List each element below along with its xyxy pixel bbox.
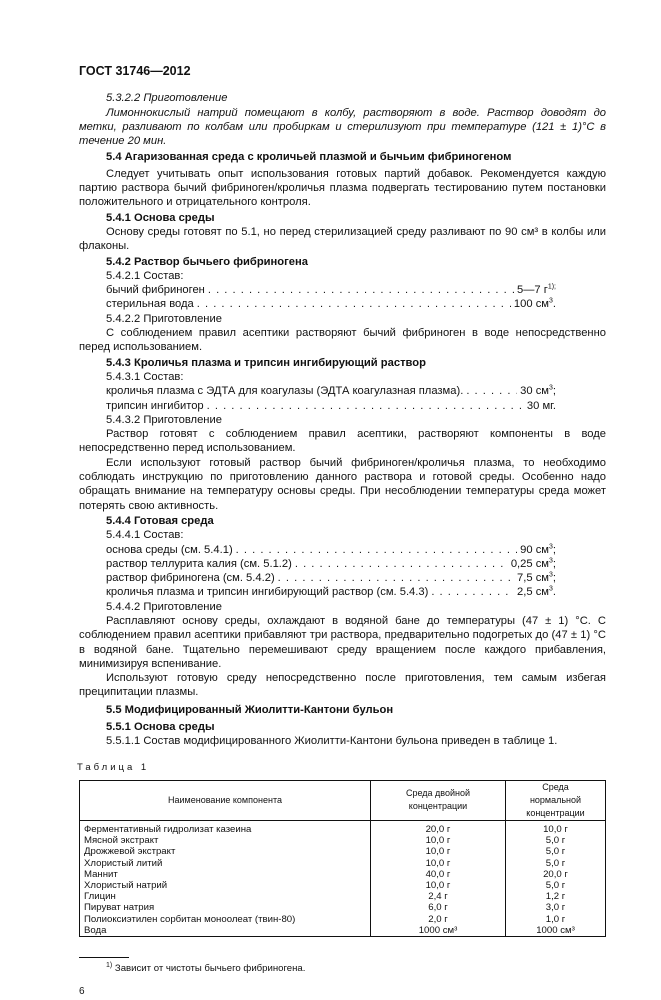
normal-concentration: 10,0 г bbox=[506, 820, 606, 835]
paragraph: Если используют готовый раствор бычий фибриноген/кроличья плазма, то необходимо соблюдать инструкцию по приготовлению данного раствора и готовой среды. Особенно надо обращать внимание на температуру основы среды. При несоблюдении температуры среда может потерять свою активность. bbox=[79, 456, 606, 512]
item-name: кроличья плазма и трипсин ингибирующий раствор (см. 5.4.3) bbox=[106, 586, 429, 599]
section-heading: 5.4.3 Кроличья плазма и трипсин ингибирующий раствор bbox=[106, 356, 426, 369]
item-value: 90 $см^3$; bbox=[520, 542, 556, 556]
double-concentration: 2,0 г bbox=[371, 914, 506, 925]
table-row bbox=[80, 846, 606, 857]
component-name: Хлористый литий bbox=[80, 858, 371, 869]
paragraph: Следует учитывать опыт использования готовых партий добавок. Рекомендуется каждую партию раствора бычий фибриноген/кроличья плазма подвергать тестированию путем постановки положительного и отрицательного контроля. bbox=[79, 167, 606, 209]
paragraph: Расплавляют основу среды, охлаждают в водяной бане до температуры (47 ± 1) °С. С соблюдением правил асептики прибавляют три раствора, предварительно подогретых до (47 ± 1) °С в водяной бане. Тщательно перемешивают среду вращением после каждого прибавления, минимизируя вспенивание. bbox=[79, 614, 606, 670]
paragraph: Основу среды готовят по 5.1, но перед стерилизацией среду разливают по 90 см³ в колбы или флаконы. bbox=[79, 225, 606, 253]
dot-leader bbox=[431, 585, 514, 599]
item-name: раствор теллурита калия (см. 5.1.2) bbox=[106, 557, 292, 570]
paragraph: Лимоннокислый натрий помещают в колбу, растворяют в воде. Раствор доводят до метки, разливают по колбам или пробиркам и стерилизуют при температуре (121 ± 1)°С в течение 20 мин. bbox=[79, 106, 606, 148]
composition-item bbox=[79, 384, 556, 398]
component-name: Дрожжевой экстракт bbox=[80, 846, 371, 857]
normal-concentration: 5,0 г bbox=[506, 846, 606, 857]
section-heading: 5.4.2 Раствор бычьего фибриногена bbox=[106, 255, 308, 268]
item-value: 7,5 $см^3$; bbox=[517, 571, 556, 585]
item-name: раствор фибриногена (см. 5.4.2) bbox=[106, 572, 275, 585]
table-row bbox=[80, 858, 606, 869]
component-name: Мясной экстракт bbox=[80, 835, 371, 846]
component-name: Вода bbox=[80, 925, 371, 937]
composition-item bbox=[79, 543, 556, 557]
dot-leader bbox=[295, 557, 508, 571]
double-concentration: 20,0 г bbox=[371, 820, 506, 835]
double-concentration: 10,0 г bbox=[371, 835, 506, 846]
section-title: 5.4.2.2 Приготовление bbox=[106, 312, 222, 325]
item-name: трипсин ингибитор bbox=[106, 399, 204, 412]
section-title: 5.4.4.1 Состав: bbox=[106, 529, 184, 542]
footnote: $^{1)}$ Зависит от чистоты бычьего фибриногена. bbox=[106, 961, 306, 974]
double-concentration: 40,0 г bbox=[371, 869, 506, 880]
section-title: 5.4.4.2 Приготовление bbox=[106, 600, 222, 613]
item-name: стерильная вода bbox=[106, 298, 194, 311]
composition-item bbox=[79, 283, 556, 297]
component-name: Хлористый натрий bbox=[80, 880, 371, 891]
section-title: 5.3.2.2 Приготовление bbox=[106, 92, 228, 105]
composition-list bbox=[79, 283, 606, 312]
double-concentration: 6,0 г bbox=[371, 902, 506, 913]
double-concentration: 2,4 г bbox=[371, 891, 506, 902]
footnote-divider bbox=[79, 957, 129, 958]
normal-concentration: 20,0 г bbox=[506, 869, 606, 880]
document-header: ГОСТ 31746—2012 bbox=[79, 64, 191, 78]
component-name: Полиоксиэтилен сорбитан моноолеат (твин-80) bbox=[80, 914, 371, 925]
composition-table bbox=[79, 780, 606, 937]
section-heading: 5.4.1 Основа среды bbox=[106, 211, 215, 224]
dot-leader bbox=[466, 384, 517, 398]
table-row bbox=[80, 925, 606, 937]
column-header: Среда двойной концентрации bbox=[371, 780, 506, 820]
item-value: 0,25 $см^3$; bbox=[510, 557, 556, 570]
double-concentration: 10,0 г bbox=[371, 880, 506, 891]
section-heading: 5.5 Модифицированный Жиолитти-Кантони бульон bbox=[106, 703, 394, 716]
composition-item bbox=[79, 585, 556, 599]
page-number: 6 bbox=[79, 986, 85, 998]
double-concentration: 1000 см³ bbox=[371, 925, 506, 937]
dot-leader bbox=[236, 543, 517, 557]
normal-concentration: 5,0 г bbox=[506, 880, 606, 891]
dot-leader bbox=[278, 571, 514, 585]
normal-concentration: 5,0 г bbox=[506, 858, 606, 869]
section-title: 5.4.3.2 Приготовление bbox=[106, 413, 222, 426]
dot-leader bbox=[208, 283, 514, 297]
column-header: Наименование компонента bbox=[80, 780, 371, 820]
table-row bbox=[80, 902, 606, 913]
table-row bbox=[80, 891, 606, 902]
section-title: 5.4.2.1 Состав: bbox=[106, 269, 184, 282]
composition-item bbox=[79, 297, 556, 311]
paragraph: С соблюдением правил асептики растворяют бычий фибриноген в воде непосредственно перед использованием. bbox=[79, 327, 606, 354]
component-name: Глицин bbox=[80, 891, 371, 902]
item-name: бычий фибриноген bbox=[106, 284, 205, 297]
item-name: основа среды (см. 5.4.1) bbox=[106, 543, 233, 556]
section-heading: 5.4.4 Готовая среда bbox=[106, 514, 214, 527]
double-concentration: 10,0 г bbox=[371, 846, 506, 857]
item-value: 30 мг. bbox=[526, 399, 556, 412]
dot-leader bbox=[207, 399, 524, 413]
composition-list bbox=[79, 384, 606, 413]
table-row bbox=[80, 914, 606, 925]
column-header: Среда нормальной концентрации bbox=[506, 780, 606, 820]
composition-item bbox=[79, 571, 556, 585]
normal-concentration: 3,0 г bbox=[506, 902, 606, 913]
item-value: 2,5 $см^3$. bbox=[517, 585, 556, 599]
item-value: 100 $см^3$. bbox=[513, 297, 556, 311]
table-row bbox=[80, 880, 606, 891]
section-heading: 5.4 Агаризованная среда с кроличьей плазмой и бычьим фибриногеном bbox=[106, 151, 512, 164]
table-row bbox=[80, 820, 606, 835]
composition-item bbox=[79, 557, 556, 571]
normal-concentration: 5,0 г bbox=[506, 835, 606, 846]
component-name: Маннит bbox=[80, 869, 371, 880]
paragraph: 5.5.1.1 Состав модифицированного Жиолитти-Кантони бульона приведен в таблице 1. bbox=[106, 735, 558, 748]
composition-list bbox=[79, 543, 606, 600]
document-page bbox=[79, 64, 606, 1000]
item-value: 30 $см^3$; bbox=[520, 384, 556, 398]
section-title: 5.4.3.1 Состав: bbox=[106, 370, 184, 383]
paragraph: Раствор готовят с соблюдением правил асептики, растворяют компоненты в воде непосредственно перед использованием. bbox=[79, 428, 606, 455]
paragraph: Используют готовую среду непосредственно после приготовления, тем самым избегая преципитации плазмы. bbox=[79, 672, 606, 699]
normal-concentration: 1000 см³ bbox=[506, 925, 606, 937]
item-name: кроличья плазма с ЭДТА для коагулазы (ЭДТА коагулазная плазма). bbox=[106, 385, 464, 398]
item-value: 5—7 $г^{1);}$ bbox=[517, 283, 556, 297]
composition-item bbox=[79, 399, 556, 413]
normal-concentration: 1,2 г bbox=[506, 891, 606, 902]
table-row bbox=[80, 869, 606, 880]
dot-leader bbox=[197, 297, 511, 311]
component-name: Ферментативный гидролизат казеина bbox=[80, 820, 371, 835]
table-row bbox=[80, 835, 606, 846]
table-caption: Таблица 1 bbox=[77, 761, 150, 773]
section-heading: 5.5.1 Основа среды bbox=[106, 721, 215, 734]
double-concentration: 10,0 г bbox=[371, 858, 506, 869]
component-name: Пируват натрия bbox=[80, 902, 371, 913]
normal-concentration: 1,0 г bbox=[506, 914, 606, 925]
